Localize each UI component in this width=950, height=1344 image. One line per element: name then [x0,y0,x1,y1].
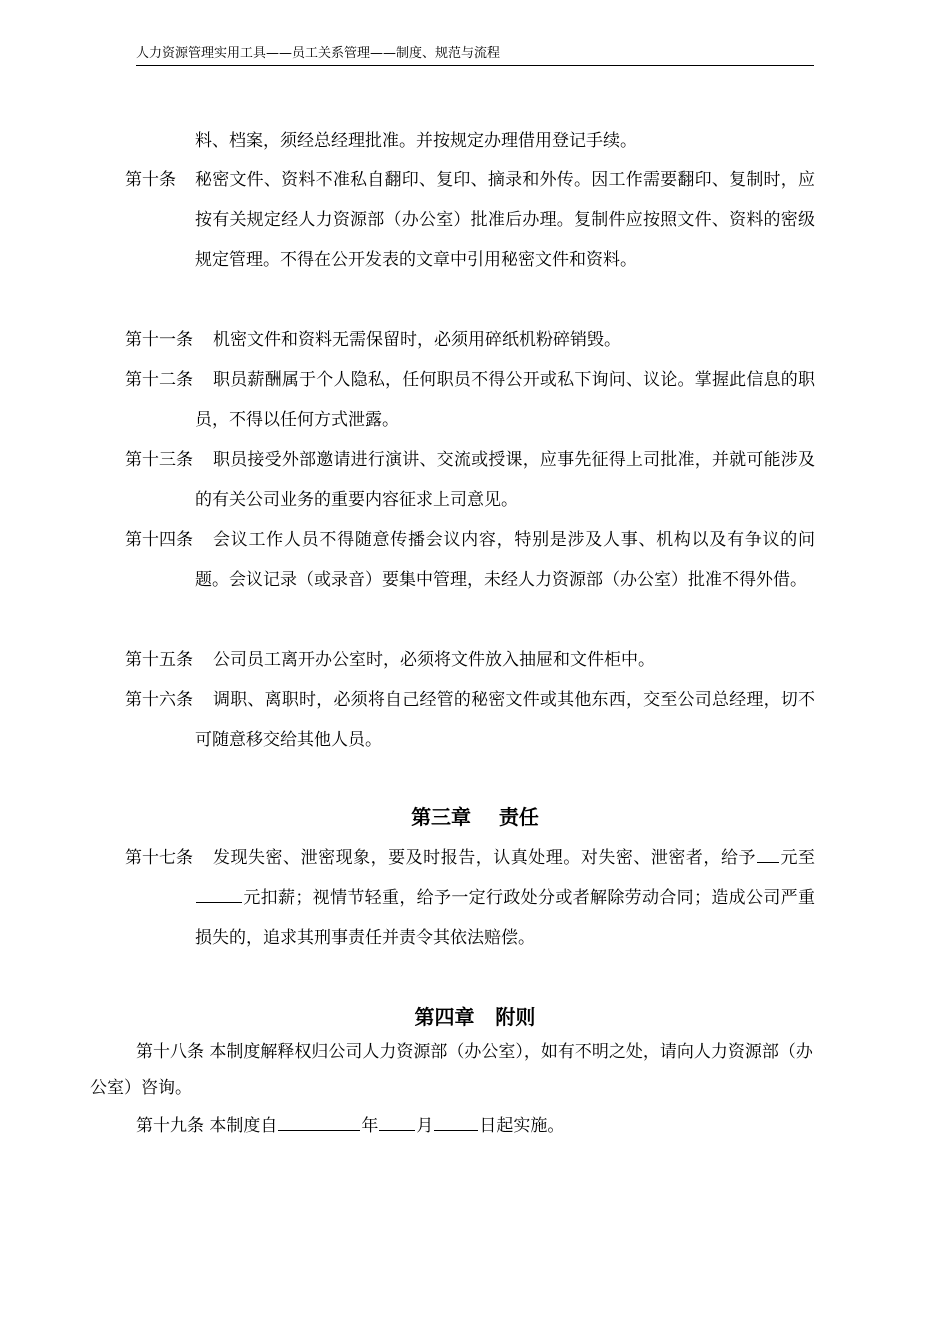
year-label: 年 [361,1116,379,1136]
article-label: 第十五条 [125,650,193,670]
article-text [125,838,815,958]
article-text: 调职、离职时，必须将自己经管的秘密文件或其他东西，交至公司总经理，切不可随意移交给其他人员。 [195,690,815,750]
chapter-4-title: 第四章 附则 [414,1005,536,1029]
article-10 [125,160,815,280]
header-divider [136,65,814,66]
article-label: 第十二条 [125,370,193,390]
article-text: 秘密文件、资料不准私自翻印、复印、摘录和外传。因工作需要翻印、复制时，应按有关规定经人力资源部（办公室）批准后办理。复制件应按照文件、资料的密级规定管理。不得在公开发表的文章中引用秘密文件和资料。 [195,170,815,270]
article-text: 料、档案，须经总经理批准。并按规定办理借用登记手续。 [195,131,637,151]
day-blank [434,1112,478,1131]
month-label: 月 [416,1116,434,1136]
article-17-text-a: 发现失密、泄密现象，要及时报告，认真处理。对失密、泄密者，给予 [213,848,756,868]
article-18: 第十八条 本制度解释权归公司人力资源部（办公室），如有不明之处，请向人力资源部（办公室）咨询。 [90,1042,813,1098]
amount-blank-1 [757,844,779,863]
page-header: 人力资源管理实用工具——员工关系管理——制度、规范与流程 [136,46,501,61]
article-17 [125,838,815,958]
article-17-text-c: 元扣薪；视情节轻重，给予一定行政处分或者解除劳动合同；造成公司严重损失的，追求其刑事责任并责令其依法赔偿。 [195,888,815,948]
article-label: 第十一条 [125,330,193,350]
article-label: 第十条 [125,170,176,190]
month-blank [379,1112,415,1131]
article-14 [125,520,815,600]
article-text: 机密文件和资料无需保留时，必须用碎纸机粉碎销毁。 [213,330,621,350]
article-11 [125,320,815,360]
article-19-text: 第十九条 本制度自 [136,1116,278,1136]
article-16 [125,680,815,760]
article-label: 第十三条 [125,450,193,470]
article-17-text-b: 元至 [779,848,815,868]
article-text: 职员接受外部邀请进行演讲、交流或授课，应事先征得上司批准，并就可能涉及的有关公司业务的重要内容征求上司意见。 [195,450,815,510]
article-label: 第十四条 [125,530,193,550]
article-text: 公司员工离开办公室时，必须将文件放入抽屉和文件柜中。 [213,650,655,670]
chapter-3-title: 第三章 责任 [411,805,539,829]
article-19 [90,1108,815,1144]
article-15 [125,640,815,680]
article-13 [125,440,815,520]
article-12 [125,360,815,440]
article-label: 第十六条 [125,690,193,710]
amount-blank-2 [196,884,242,903]
day-label: 日起实施。 [479,1116,565,1136]
article-continuation [125,121,815,161]
article-label: 第十七条 [125,848,193,868]
article-text: 会议工作人员不得随意传播会议内容，特别是涉及人事、机构以及有争议的问题。会议记录（或录音）要集中管理，未经人力资源部（办公室）批准不得外借。 [195,530,815,590]
article-text: 职员薪酬属于个人隐私，任何职员不得公开或私下询问、议论。掌握此信息的职员，不得以任何方式泄露。 [195,370,815,430]
year-blank [278,1112,360,1131]
